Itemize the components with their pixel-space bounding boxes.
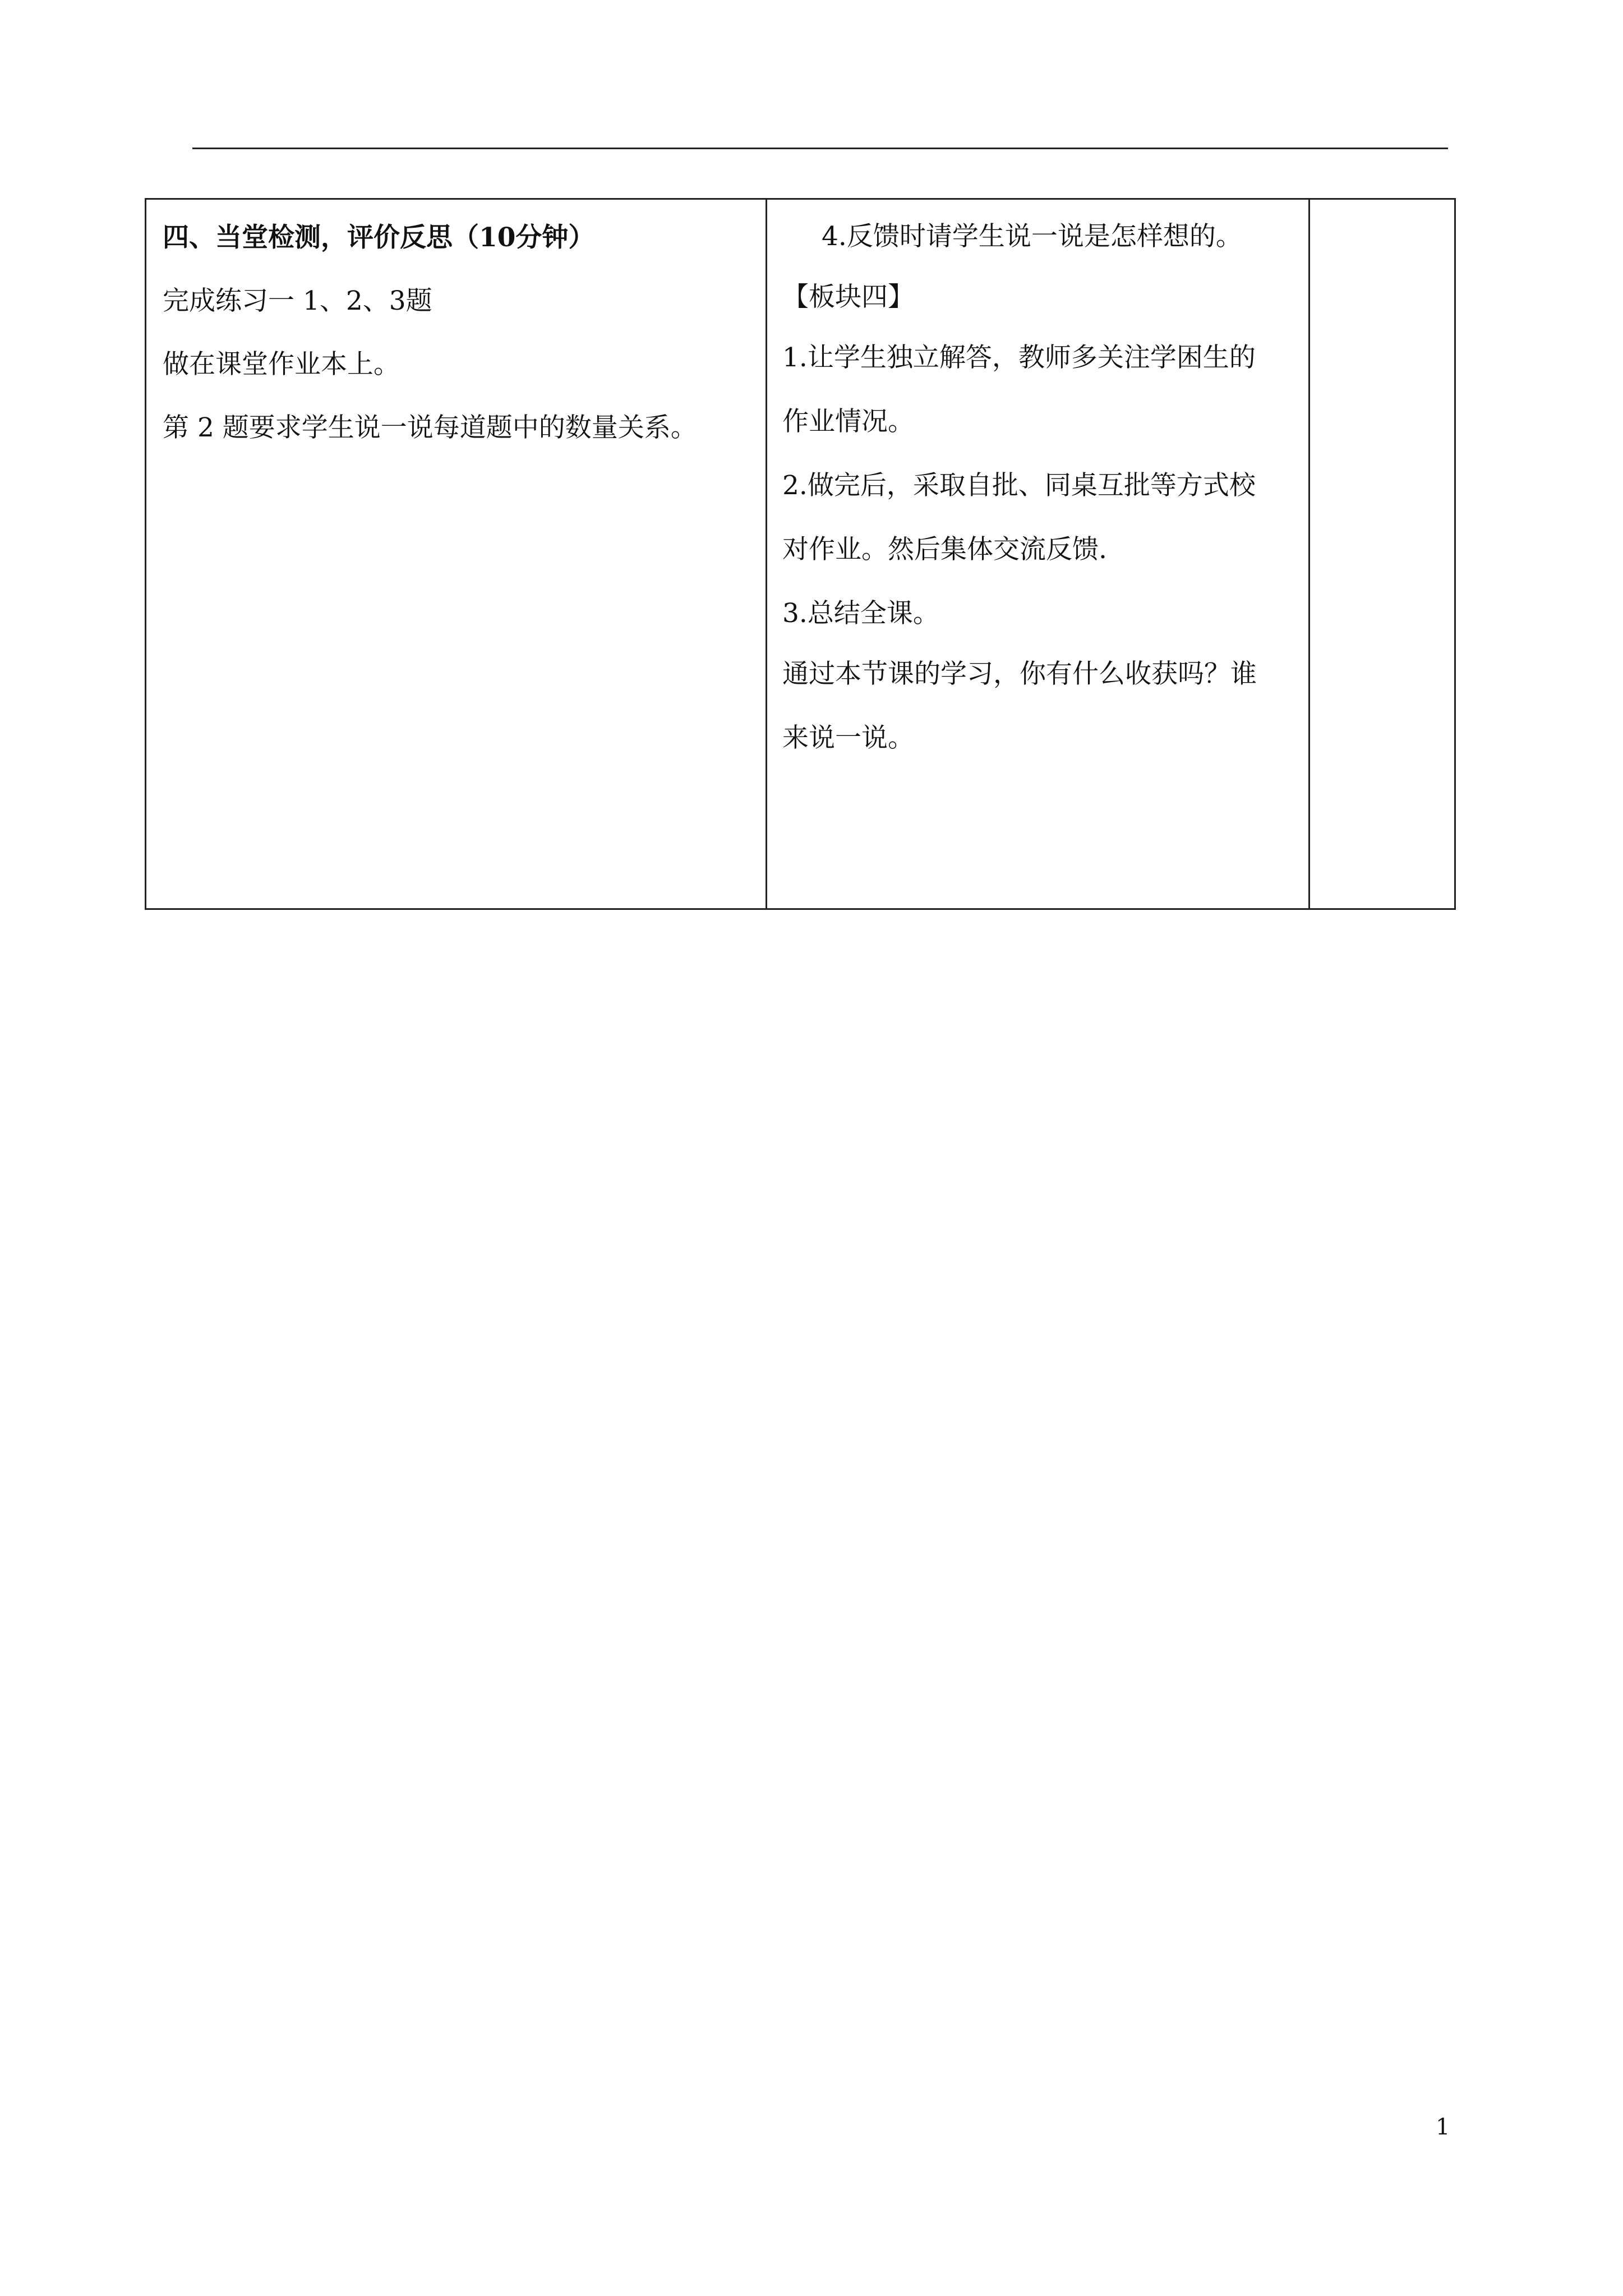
mid-line-2: 【板块四】 [782,282,914,312]
mid-line-5: 2.做完后，采取自批、同桌互批等方式校 [782,470,1256,501]
left-line-3: 第 2 题要求学生说一说每道题中的数量关系。 [163,412,697,443]
left-line-2: 做在课堂作业本上。 [163,349,400,380]
middle-column-cell [767,200,1310,908]
mid-line-3: 1.让学生独立解答，教师多关注学困生的 [782,342,1256,373]
mid-line-6: 对作业。然后集体交流反馈. [782,534,1107,565]
mid-line-8: 通过本节课的学习，你有什么收获吗？谁 [782,659,1257,689]
page-number: 1 [1436,2114,1450,2140]
left-column-cell [146,200,767,908]
left-line-1: 完成练习一 1、2、3题 [163,286,432,316]
mid-line-4: 作业情况。 [782,406,914,437]
mid-line-7: 3.总结全课。 [782,598,939,629]
right-column-cell [1310,200,1454,908]
mid-line-1: 4.反馈时请学生说一说是怎样想的。 [822,221,1242,252]
section-heading: 四、当堂检测，评价反思（10分钟） [163,222,595,253]
header-rule [192,148,1448,149]
mid-line-9: 来说一说。 [782,723,914,753]
lesson-plan-table [145,198,1456,910]
